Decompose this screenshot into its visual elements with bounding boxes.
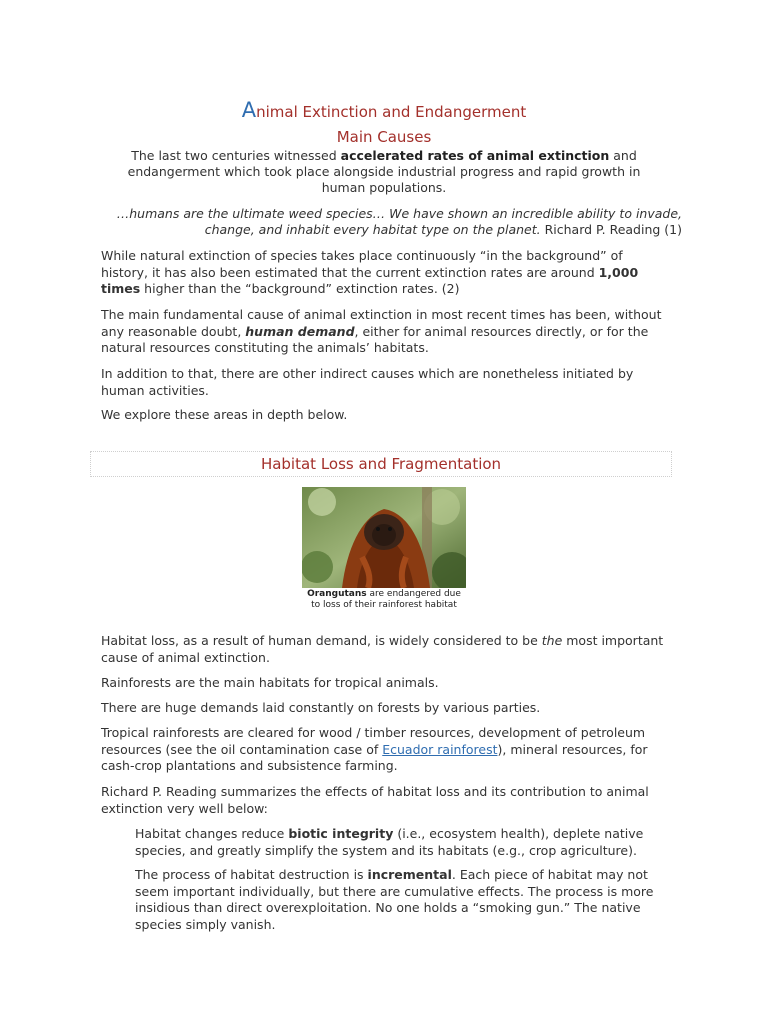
habitat-paragraph-3: There are huge demands laid constantly on forests by various parties. bbox=[101, 700, 541, 715]
habitat-quote-2 bbox=[135, 867, 675, 933]
p2-text-1: The main fundamental cause of animal extinction in most recent times has been, without any reasonable doubt, bbox=[101, 307, 662, 339]
h1-text-1: Habitat loss, as a result of human demand, is widely considered to be bbox=[101, 633, 542, 648]
p2-text-2: , either for animal resources directly, or for the natural resources constituting the animals’ habitats. bbox=[101, 323, 649, 355]
intro-bold: accelerated rates of animal extinction bbox=[340, 148, 610, 163]
q1-text-1: Habitat changes reduce bbox=[135, 826, 289, 841]
p1-bold: 1,000 times bbox=[101, 264, 639, 296]
page-title bbox=[0, 98, 768, 122]
intro-paragraph bbox=[112, 148, 656, 196]
pull-quote bbox=[86, 206, 682, 238]
title-dropcap: A bbox=[241, 98, 257, 122]
h4-text-2: ), mineral resources, for cash-crop plantations and subsistence farming. bbox=[101, 741, 648, 773]
image-caption bbox=[302, 589, 466, 611]
habitat-quote-1 bbox=[135, 826, 675, 859]
q2-text-2: . Each piece of habitat may not seem important individually, but there are cumulative effects. The process is more insidious than direct overexploitation. No one holds a “smoking gun.” The native species simply vanish. bbox=[135, 867, 654, 932]
p1-text-2: higher than the “background” extinction rates. (2) bbox=[140, 281, 460, 296]
section-heading-habitat: Habitat Loss and Fragmentation bbox=[90, 451, 672, 477]
h1-italic: the bbox=[541, 633, 563, 648]
p1-text-1: While natural extinction of species takes place continuously “in the background” of history, it has also been estimated that the current extinction rates are around bbox=[101, 248, 623, 280]
h1-text-2: most important cause of animal extinction. bbox=[101, 633, 664, 665]
habitat-paragraph-1 bbox=[101, 633, 673, 666]
habitat-paragraph-5: Richard P. Reading summarizes the effects of habitat loss and its contribution to animal extinction very well below: bbox=[101, 784, 649, 816]
intro-text-1: The last two centuries witnessed bbox=[131, 148, 341, 163]
section-subtitle: Main Causes bbox=[336, 128, 432, 146]
q1-bold: biotic integrity bbox=[288, 826, 394, 841]
habitat-paragraph-2: Rainforests are the main habitats for tropical animals. bbox=[101, 675, 439, 690]
paragraph-human-demand bbox=[101, 307, 673, 357]
caption-text: are endangered due to loss of their rainforest habitat bbox=[311, 589, 461, 610]
ecuador-rainforest-link[interactable]: Ecuador rainforest bbox=[382, 741, 498, 757]
paragraph-explore: We explore these areas in depth below. bbox=[101, 407, 348, 422]
q1-text-2: (i.e., ecosystem health), deplete native species, and greatly simplify the system and its habitats (e.g., crop agriculture). bbox=[135, 826, 644, 858]
orangutan-photo-icon bbox=[302, 487, 466, 588]
h4-text-1: Tropical rainforests are cleared for wood / timber resources, development of petroleum resources (see the oil contamination case of bbox=[101, 725, 646, 757]
quote-attribution: Richard P. Reading (1) bbox=[540, 222, 682, 237]
paragraph-indirect-causes: In addition to that, there are other indirect causes which are nonetheless initiated by human activities. bbox=[101, 366, 634, 398]
title-text: nimal Extinction and Endangerment bbox=[256, 103, 527, 121]
orangutan-image bbox=[302, 487, 466, 588]
intro-text-2: and endangerment which took place alongside industrial progress and rapid growth in human populations. bbox=[127, 148, 641, 195]
paragraph-extinction-rates bbox=[101, 248, 673, 298]
quote-text: …humans are the ultimate weed species… We have shown an incredible ability to invade, change, and inhabit every habitat type on the planet. bbox=[116, 206, 682, 237]
q2-bold: incremental bbox=[367, 867, 452, 882]
p2-bold: human demand bbox=[245, 323, 355, 339]
habitat-paragraph-4 bbox=[101, 725, 673, 775]
q2-text-1: The process of habitat destruction is bbox=[135, 867, 368, 882]
caption-bold: Orangutans bbox=[307, 589, 367, 599]
